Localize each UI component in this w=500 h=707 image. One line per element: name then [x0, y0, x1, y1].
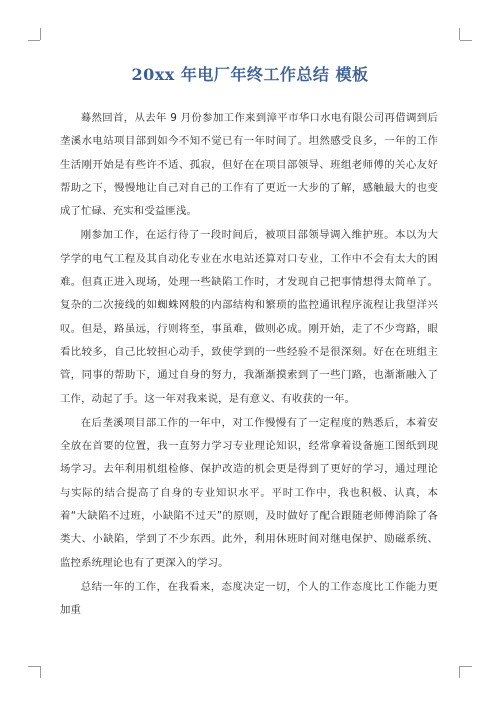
crop-mark-top-left-v [40, 28, 41, 40]
crop-mark-bottom-right-h [460, 666, 472, 667]
paragraph-4: 总结一年的工作，在我看来，态度决定一切，个人的工作态度比工作能力更加重 [60, 580, 438, 617]
crop-mark-bottom-right-v [459, 666, 460, 678]
paragraph-1: 蓦然回首，从去年 9 月份参加工作来到漳平市华口水电有限公司再借调到后垄溪水电站项目部到如今不知不觉已有一年时间了。坦然感受良多，一年的工作生活刚开始是有些许不适、孤寂，但好在在项目部领导、班组老师傅的关心友好帮助之下，慢慢地让自己对自己的工作有了更近一大步的了解，感触最大的也变成了忙碌、充实和受益匪浅。 [60, 112, 438, 218]
paragraph-3: 在后垄溪项目部工作的一年中，对工作慢慢有了一定程度的熟悉后，本着安全放在首要的位置，我一直努力学习专业理论知识，经常拿着设备施工图纸到现场学习。去年利用机组检修、保护改造的机会更是得到了更好的学习，通过理论与实际的结合提高了自身的专业知识水平。平时工作中，我也积极、认真，本着“大缺陷不过班，小缺陷不过天”的原则，及时做好了配合跟随老师傅消除了各类大、小缺陷，学到了不少东西。此外，利用休班时间对继电保护、励磁系统、监控系统理论也有了更深入的学习。 [60, 416, 438, 569]
document-body [60, 107, 438, 624]
crop-mark-top-right-h [460, 40, 472, 41]
crop-mark-bottom-left-h [28, 666, 40, 667]
crop-mark-top-left-h [28, 40, 40, 41]
document-title: 20xx 年电厂年终工作总结 模板 [131, 65, 369, 84]
paragraph-2: 刚参加工作，在运行待了一段时间后，被项目部领导调入维护班。本以为大学学的电气工程及其自动化专业在水电站还算对口专业，工作中不会有太大的困难。但真正进入现场，处理一些缺陷工作时，才发现自己把事情想得太简单了。复杂的二次接线的如蜘蛛网般的内部结构和繁琐的监控通讯程序流程让我望洋兴叹。但是，路虽远，行则将至，事虽难，做则必成。刚开始，走了不少弯路，眼看比较多，自己比较担心动手，致使学到的一些经验不是很深刻。好在在班组主管，同事的帮助下，通过自身的努力，我渐渐摸索到了一些门路，也渐渐融入了工作，动起了手。这一年对我来说，是有意义、有收获的一年。 [60, 229, 438, 405]
crop-mark-top-right-v [459, 28, 460, 40]
crop-mark-bottom-left-v [40, 666, 41, 678]
